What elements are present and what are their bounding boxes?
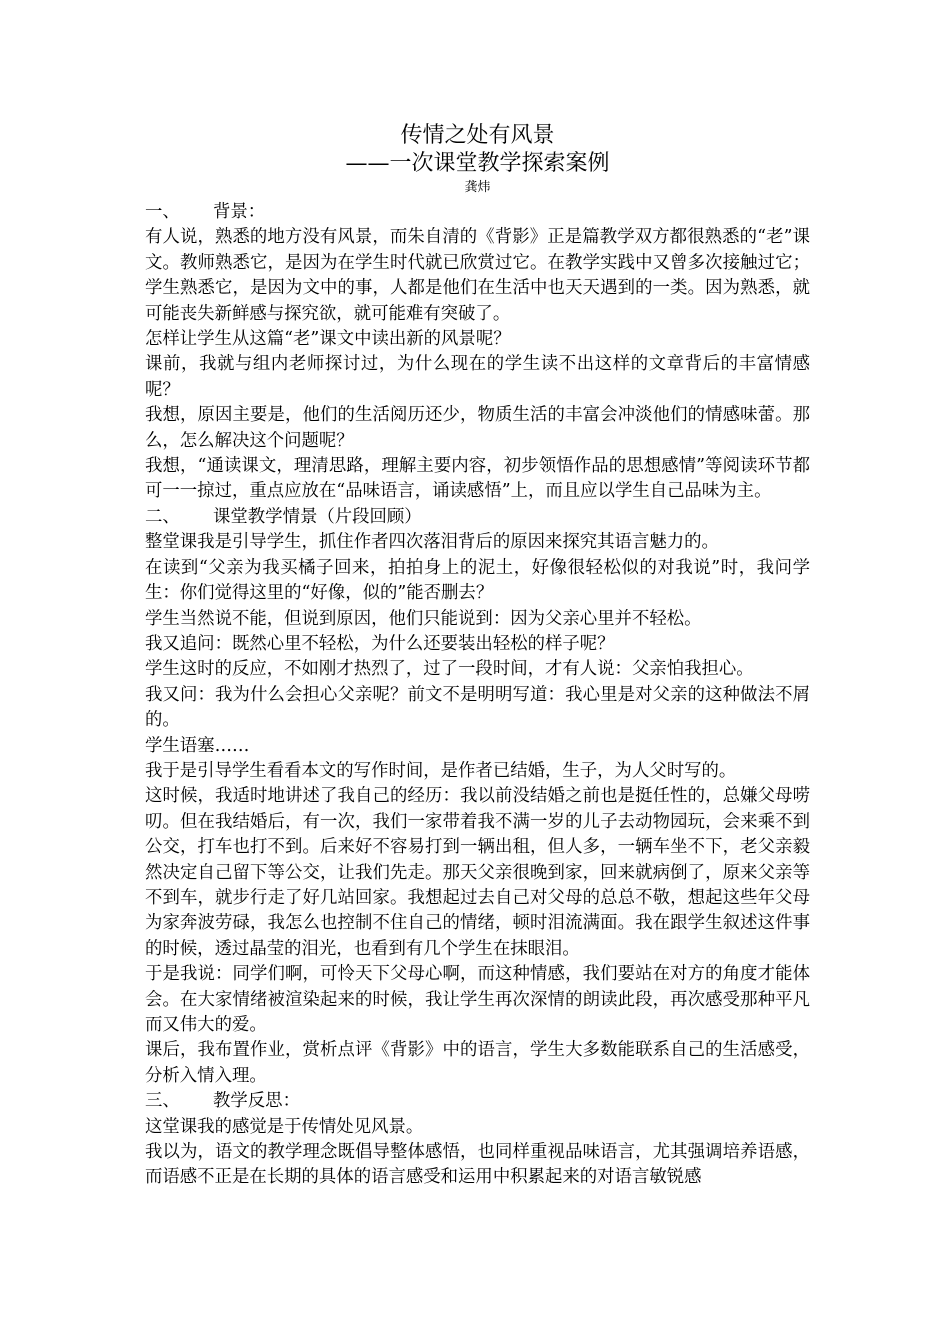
section-number: 二、	[145, 506, 180, 527]
paragraph: 整堂课我是引导学生，抓住作者四次落泪背后的原因来探究其语言魅力的。	[145, 532, 719, 553]
paragraph: 我又问：我为什么会担心父亲呢？前文不是明明写道：我心里是对父亲的这种做法不屑的。	[145, 684, 810, 731]
paragraph: 有人说，熟悉的地方没有风景，而朱自清的《背影》正是篇教学双方都很熟悉的“老”课文。教师熟悉它，是因为在学生时代就已欣赏过它。在教学实践中又曾多次接触过它；学生熟悉它，是因为文中的事，人都是他们在生活中也天天遇到的一类。因为熟悉，就可能丧失新鲜感与探究欲，就可能难有突破了。	[145, 227, 810, 324]
paragraph: 于是我说：同学们啊，可怜天下父母心啊，而这种情感，我们要站在对方的角度才能体会。在大家情绪被渲染起来的时候，我让学生再次深情的朗读此段，再次感受那种平凡而又伟大的爱。	[145, 964, 810, 1035]
paragraph: 课前，我就与组内老师探讨过，为什么现在的学生读不出这样的文章背后的丰富情感呢？	[145, 354, 810, 400]
paragraph: 怎样让学生从这篇“老”课文中读出新的风景呢？	[145, 329, 511, 350]
paragraph: 这堂课我的感觉是于传情处见风景。	[145, 1116, 424, 1137]
paragraph: 学生语塞……	[145, 735, 250, 756]
document-title: 传情之处有风景	[400, 123, 555, 148]
paragraph: 在读到“父亲为我买橘子回来，拍拍身上的泥土，好像很轻松似的对我说”时，我问学生：你们觉得这里的“好像，似的”能否删去？	[145, 557, 810, 604]
author-name: 龚炜	[464, 180, 491, 195]
paragraph: 我于是引导学生看看本文的写作时间，是作者已结婚，生子，为人父时写的。	[145, 760, 737, 781]
section-heading	[145, 1089, 810, 1114]
paragraph: 学生当然说不能，但说到原因，他们只能说到：因为父亲心里并不轻松。	[145, 608, 702, 629]
paragraph: 课后，我布置作业，赏析点评《背影》中的语言，学生大多数能联系自己的生活感受，分析入情入理。	[145, 1040, 810, 1086]
paragraph: 学生这时的反应，不如刚才热烈了，过了一段时间，才有人说：父亲怕我担心。	[145, 659, 754, 680]
section-title: 课堂教学情景（片段回顾）	[213, 506, 422, 527]
document-page	[145, 122, 810, 1191]
paragraph: 我想，原因主要是，他们的生活阅历还少，物质生活的丰富会冲淡他们的情感味蕾。那么，怎么解决这个问题呢？	[145, 405, 810, 451]
paragraph: 这时候，我适时地讲述了我自己的经历：我以前没结婚之前也是挺任性的，总嫌父母唠叨。但在我结婚后，有一次，我们一家带着我不满一岁的儿子去动物园玩，会来乘不到公交，打车也打不到。后来好不容易打到一辆出租，但人多，一辆车坐不下，老父亲毅然决定自己留下等公交，让我们先走。那天父亲很晚到家，回来就病倒了，原来父亲等不到车，就步行走了好几站回家。我想起过去自己对父母的总总不敬，想起这些年父母为家奔波劳碌，我怎么也控制不住自己的情绪，顿时泪流满面。我在跟学生叙述这件事的时候，透过晶莹的泪光，也看到有几个学生在抹眼泪。	[145, 786, 810, 959]
paragraph: 我以为，语文的教学理念既倡导整体感悟，也同样重视品味语言，尤其强调培养语感，而语感不正是在长期的具体的语言感受和运用中积累起来的对语言敏锐感	[145, 1142, 810, 1188]
section-title: 背景：	[213, 202, 266, 222]
paragraph: 我想，“通读课文，理清思路，理解主要内容，初步领悟作品的思想感情”等阅读环节都可一一掠过，重点应放在“品味语言，诵读感悟”上，而且应以学生自己品味为主。	[145, 456, 810, 502]
document-subtitle: ——一次课堂教学探索案例	[345, 151, 610, 176]
section-title: 教学反思：	[213, 1091, 300, 1112]
section-number: 三、	[145, 1091, 180, 1112]
section-heading	[145, 505, 810, 530]
paragraph: 我又追问：既然心里不轻松，为什么还要装出轻松的样子呢？	[145, 633, 615, 654]
section-number: 一、	[145, 202, 180, 222]
section-heading	[145, 200, 810, 225]
